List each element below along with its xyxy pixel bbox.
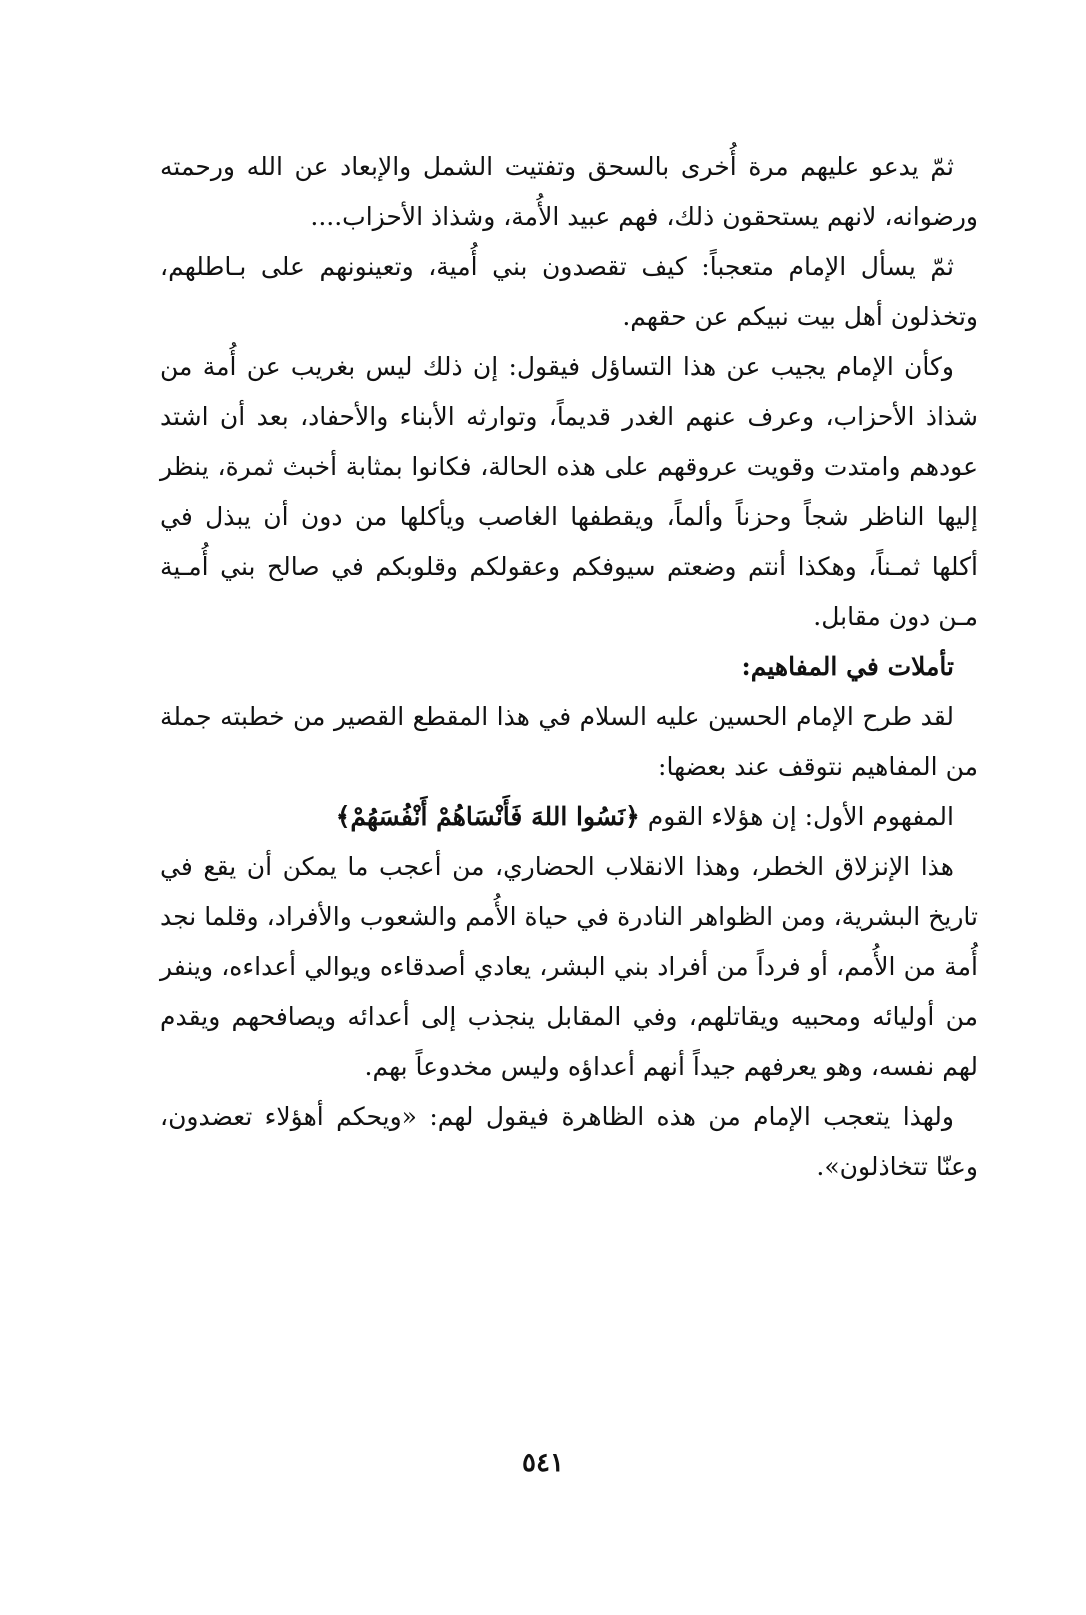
- concept-1-label: المفهوم الأول: إن هؤلاء القوم: [647, 802, 954, 831]
- paragraph-concept: هذا الإنزلاق الخطر، وهذا الانقلاب الحضاري، من أعجب ما يمكن أن يقع في تاريخ البشرية، ومن الظواهر النادرة في حياة الأُمم والشعوب والأفراد، وقلما نجد أُمة من الأُمم، أو فرداً من أفراد بني البشر، يعادي أصدقاءه ويوالي أعداءه، وينفر من أوليائه ومحبيه ويقاتلهم، وفي المقابل ينجذب إلى أعدائه ويصافحهم ويقدم لهم نفسه، وهو يعرفهم جيداً أنهم أعداؤه وليس مخدوعاً بهم.: [160, 852, 978, 1081]
- paragraph-2: ثمّ يسأل الإمام متعجباً: كيف تقصدون بني أُمية، وتعينونهم على بـاطلهم، وتخذلون أهل بيت نبيكم عن حقهم.: [160, 252, 978, 331]
- page-body: [160, 142, 978, 1192]
- section-heading: تأملات في المفاهيم:: [741, 652, 954, 681]
- quran-verse: ﴿نَسُوا اللهَ فَأَنْسَاهُمْ أَنْفُسَهُمْ﴾: [335, 802, 640, 831]
- page-number: ٥٤١: [522, 1448, 564, 1478]
- paragraph-1: ثمّ يدعو عليهم مرة أُخرى بالسحق وتفتيت الشمل والإبعاد عن الله ورحمته ورضوانه، لانهم يستحقون ذلك، فهم عبيد الأُمة، وشذاذ الأحزاب....: [160, 152, 978, 231]
- intro-paragraph: لقد طرح الإمام الحسين عليه السلام في هذا المقطع القصير من خطبته جملة من المفاهيم نتوقف عند بعضها:: [160, 702, 978, 781]
- concept-1-line: [160, 792, 978, 842]
- paragraph-last: ولهذا يتعجب الإمام من هذه الظاهرة فيقول لهم: «ويحكم أهؤلاء تعضدون، وعنّا تتخاذلون».: [160, 1102, 978, 1181]
- paragraph-3: وكأن الإمام يجيب عن هذا التساؤل فيقول: إن ذلك ليس بغريب عن أُمة من شذاذ الأحزاب، وعرف عنهم الغدر قديماً، وتوارثه الأبناء والأحفاد، بعد أن اشتد عودهم وامتدت وقويت عروقهم على هذه الحالة، فكانوا بمثابة أخبث ثمرة، ينظر إليها الناظر شجاً وحزناً وألماً، ويقطفها الغاصب ويأكلها من دون أن يبذل في أكلها ثمـناً، وهكذا أنتم وضعتم سيوفكم وعقولكم وقلوبكم في صالح بني أُمـية مـن دون مقابل.: [160, 352, 978, 631]
